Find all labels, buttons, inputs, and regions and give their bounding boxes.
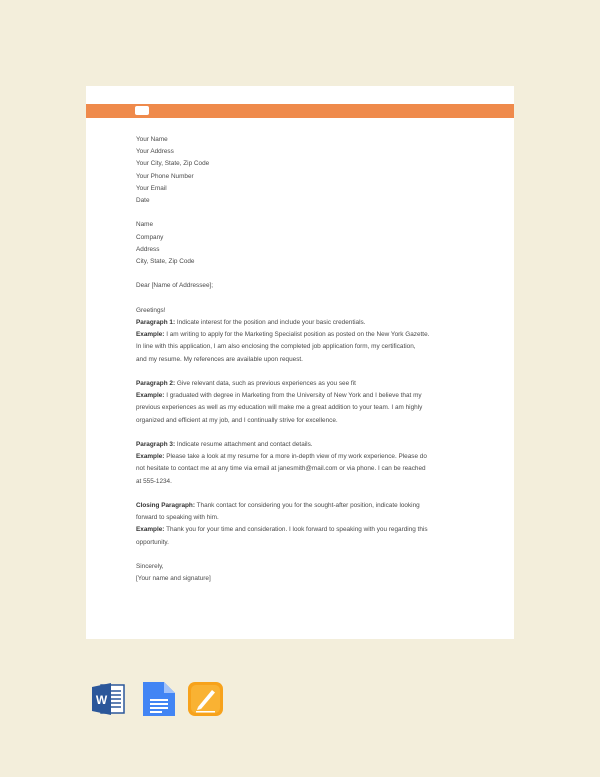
letter-date: Date [136, 197, 150, 205]
letter-page [86, 86, 514, 639]
paragraph-2-instruction: Paragraph 2: Give relevant data, such as previous experiences as you see fit [136, 380, 356, 387]
closing-paragraph-example-line: opportunity. [136, 538, 169, 546]
word-icon-letter: W [95, 693, 108, 707]
paragraph-3-example: Example: Please take a look at my resume for a more in-depth view of my work experience. Please do [136, 453, 427, 461]
paragraph-3-example-line: at 555-1234. [136, 477, 172, 485]
sender-phone: Your Phone Number [136, 172, 194, 180]
paragraph-3-example-line: not hesitate to contact me at any time via email at janesmith@mail.com or via phone. I can be reached [136, 465, 426, 473]
paragraph-1-instruction: Paragraph 1: Indicate interest for the position and include your basic credentials. [136, 319, 366, 326]
signature: [Your name and signature] [136, 575, 211, 583]
recipient-company: Company [136, 233, 164, 241]
paragraph-1-example-line: and my resume. My references are available upon request. [136, 355, 303, 363]
paragraph-2-example-line: organized and efficient at my job, and I continually strive for excellence. [136, 416, 338, 424]
paragraph-1-example-line: In line with this application, I am also enclosing the completed job application form, my certification, [136, 343, 416, 351]
header-bar [86, 104, 514, 118]
closing-paragraph-label: Closing Paragraph: [136, 502, 195, 509]
paragraph-2-label: Paragraph 2: [136, 380, 176, 387]
closing-paragraph-instruction-line: forward to speaking with him. [136, 514, 219, 522]
paragraph-1-example: Example: I am writing to apply for the Marketing Specialist position as posted on the New York Gazette. [136, 331, 430, 339]
paragraph-2-example: Example: I graduated with degree in Marketing from the University of New York and I believe that my [136, 392, 422, 400]
recipient-address: Address [136, 245, 160, 253]
example-label: Example: [136, 526, 165, 534]
google-docs-icon[interactable] [141, 682, 175, 716]
paragraph-2-example-line: previous experiences as well as my education will make me a great addition to your team. I am highly [136, 404, 423, 412]
paragraph-3-label: Paragraph 3: [136, 441, 176, 448]
header-tab [135, 106, 149, 115]
example-label: Example: [136, 331, 165, 339]
letter-body [136, 134, 476, 585]
example-label: Example: [136, 392, 165, 400]
paragraph-1-label: Paragraph 1: [136, 319, 176, 326]
pages-icon[interactable] [188, 682, 223, 716]
sender-address: Your Address [136, 148, 174, 156]
sender-email: Your Email [136, 184, 167, 192]
sender-name: Your Name [136, 136, 168, 143]
recipient-city: City, State, Zip Code [136, 258, 195, 266]
closing-paragraph-instruction: Closing Paragraph: Thank contact for considering you for the sought-after position, indicate looking [136, 502, 420, 509]
sender-city: Your City, State, Zip Code [136, 160, 210, 168]
example-label: Example: [136, 453, 165, 461]
closing: Sincerely, [136, 563, 164, 570]
closing-paragraph-example: Example: Thank you for your time and consideration. I look forward to speaking with you regarding this [136, 526, 428, 534]
salutation: Dear [Name of Addressee]; [136, 282, 214, 290]
recipient-name: Name [136, 221, 154, 229]
greeting: Greetings! [136, 306, 166, 314]
word-icon[interactable] [92, 682, 126, 716]
paragraph-3-instruction: Paragraph 3: Indicate resume attachment and contact details. [136, 441, 313, 448]
